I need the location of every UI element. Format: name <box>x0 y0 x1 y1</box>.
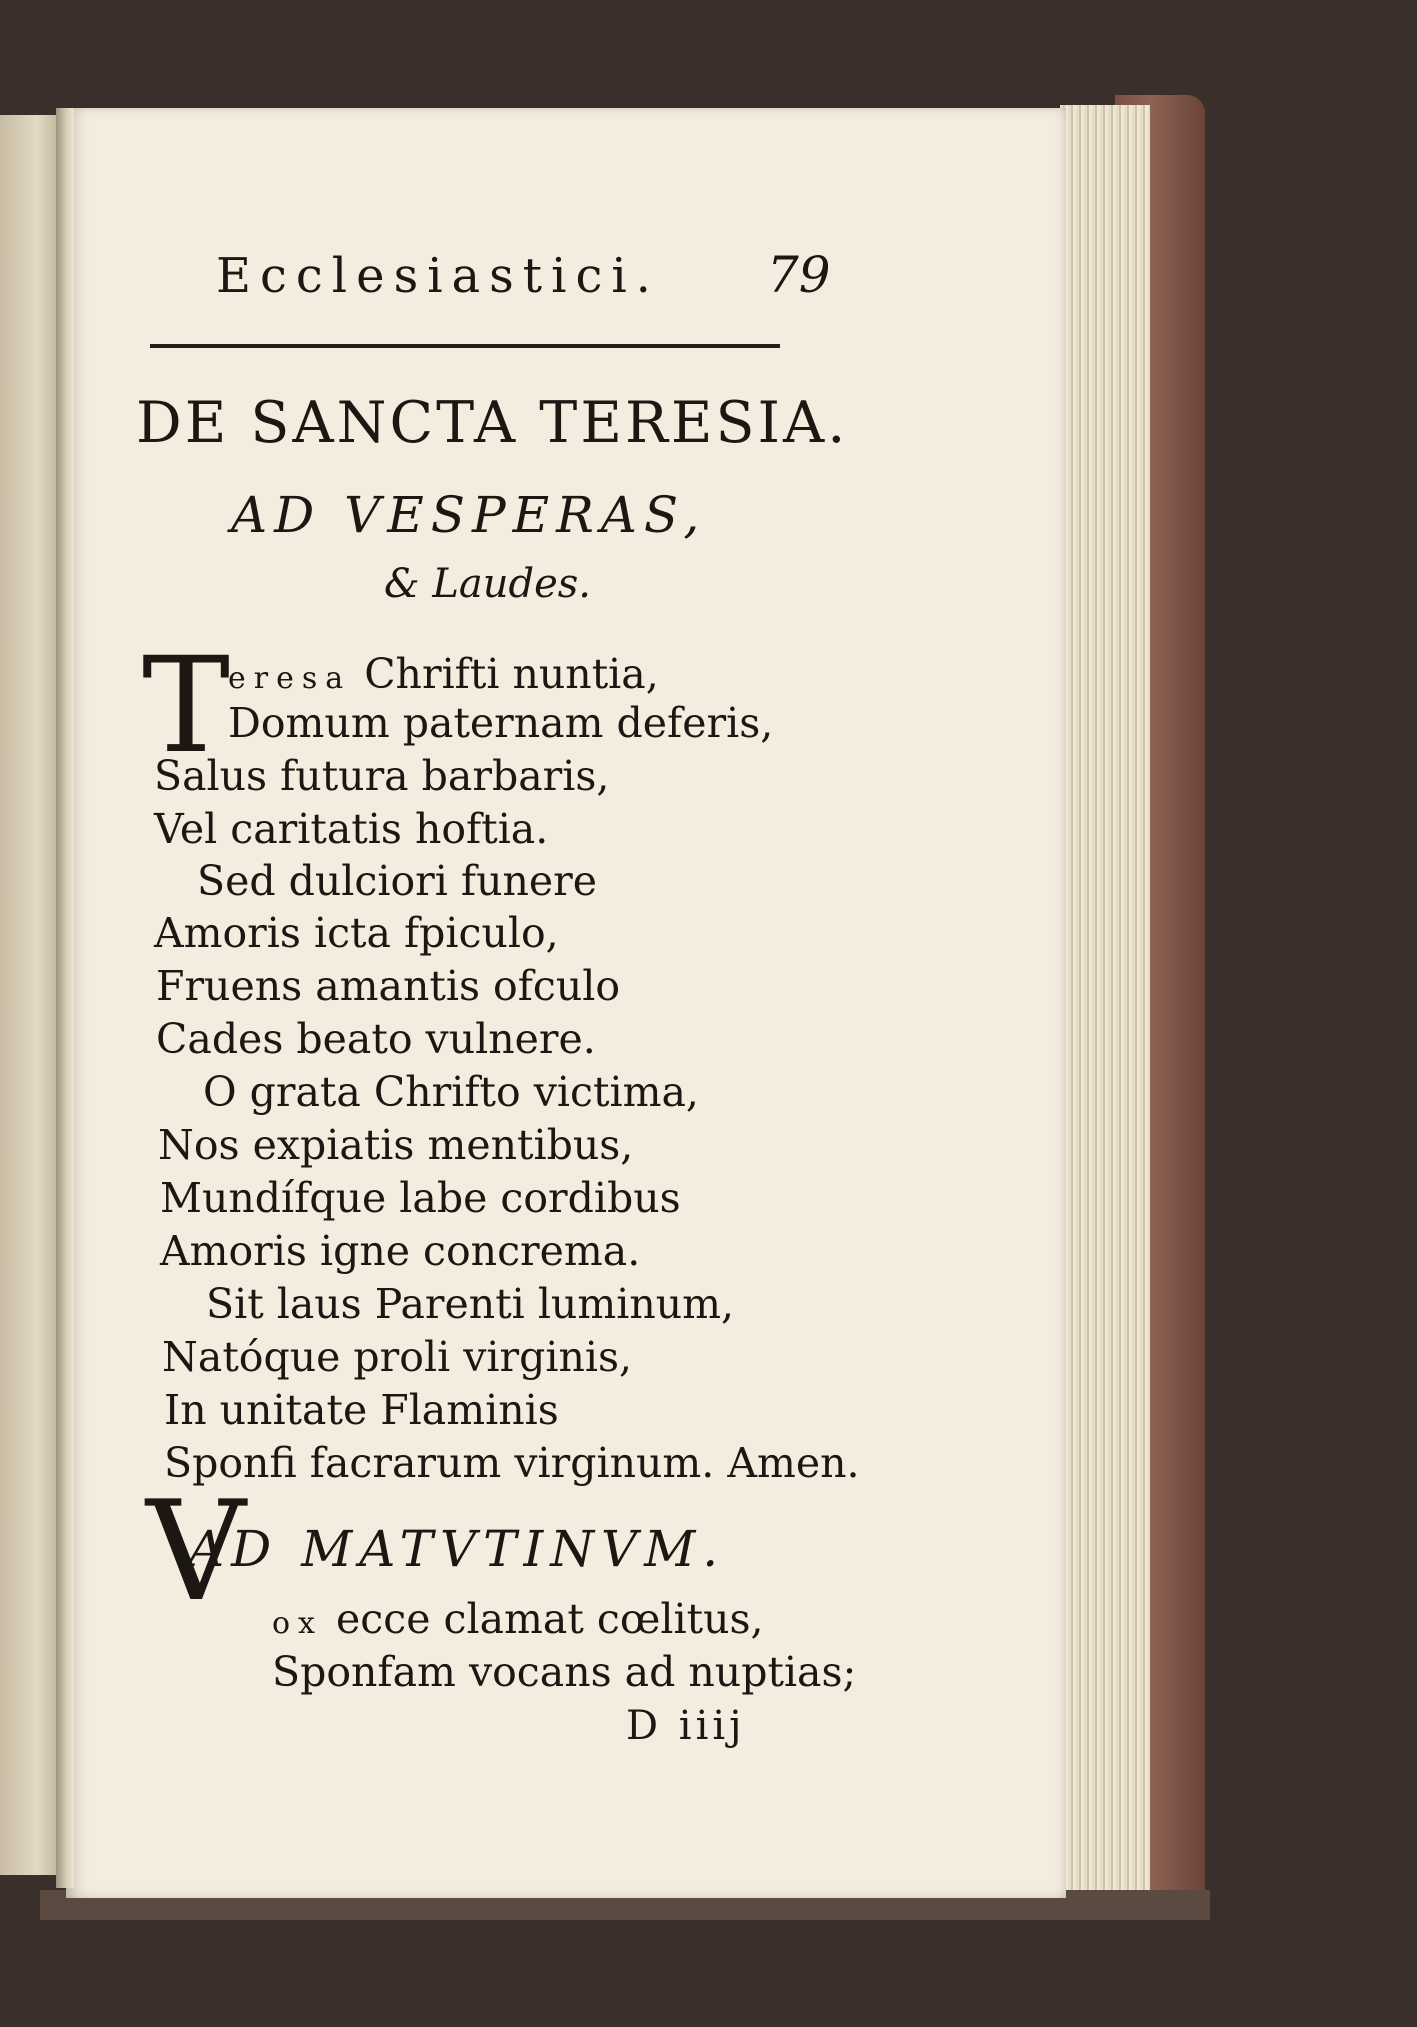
verse-line: Mundífque labe cordibus <box>160 1174 681 1222</box>
verse-line: O grata Chrifto victima, <box>203 1068 699 1116</box>
drop-cap-v: V <box>146 1471 246 1632</box>
verse-line: Natóque proli virginis, <box>162 1333 633 1381</box>
first-word-smallcaps: ox <box>272 1606 323 1641</box>
hymn-heading-vesperas: AD VESPERAS, <box>231 486 707 544</box>
hymn-subheading: & Laudes. <box>384 561 592 607</box>
verse-line: Vel caritatis hoftia. <box>154 805 549 853</box>
book-page <box>66 108 1066 1898</box>
page-block-edges <box>1060 105 1150 1895</box>
running-head: Ecclesiastici. <box>216 248 660 304</box>
verse-line: Sed dulciori funere <box>197 857 598 905</box>
verse-line: Sponfi facrarum virginum. Amen. <box>164 1439 860 1487</box>
first-word-smallcaps: eresa <box>228 661 352 696</box>
verse-line: Cades beato vulnere. <box>156 1015 596 1063</box>
facing-page-edge <box>0 115 64 1875</box>
drop-cap-t: T <box>142 629 231 783</box>
section-title: DE SANCTA TERESIA. <box>136 390 849 456</box>
hymn-heading-matutinum: AD MATVTINVM. <box>188 1520 726 1578</box>
verse-line: Amoris igne concrema. <box>160 1227 641 1275</box>
verse-line: In unitate Flaminis <box>164 1386 559 1434</box>
header-rule <box>150 344 780 348</box>
page-gutter <box>56 108 74 1888</box>
verse-line: Nos expiatis mentibus, <box>158 1121 634 1169</box>
verse-line: Amoris icta fpiculo, <box>154 909 559 957</box>
verse-line: Salus futura barbaris, <box>154 752 610 800</box>
verse-line: eresa Chrifti nuntia, <box>228 650 659 698</box>
verse-line: Domum paternam deferis, <box>228 699 774 747</box>
verse-line: ox ecce clamat cœlitus, <box>272 1595 764 1643</box>
signature-mark: D iiij <box>626 1703 746 1749</box>
verse-line: Sponfam vocans ad nuptias; <box>272 1648 857 1696</box>
page-number: 79 <box>767 246 831 304</box>
verse-line: Sit laus Parenti luminum, <box>206 1280 735 1328</box>
verse-line: Fruens amantis ofculo <box>156 962 621 1010</box>
